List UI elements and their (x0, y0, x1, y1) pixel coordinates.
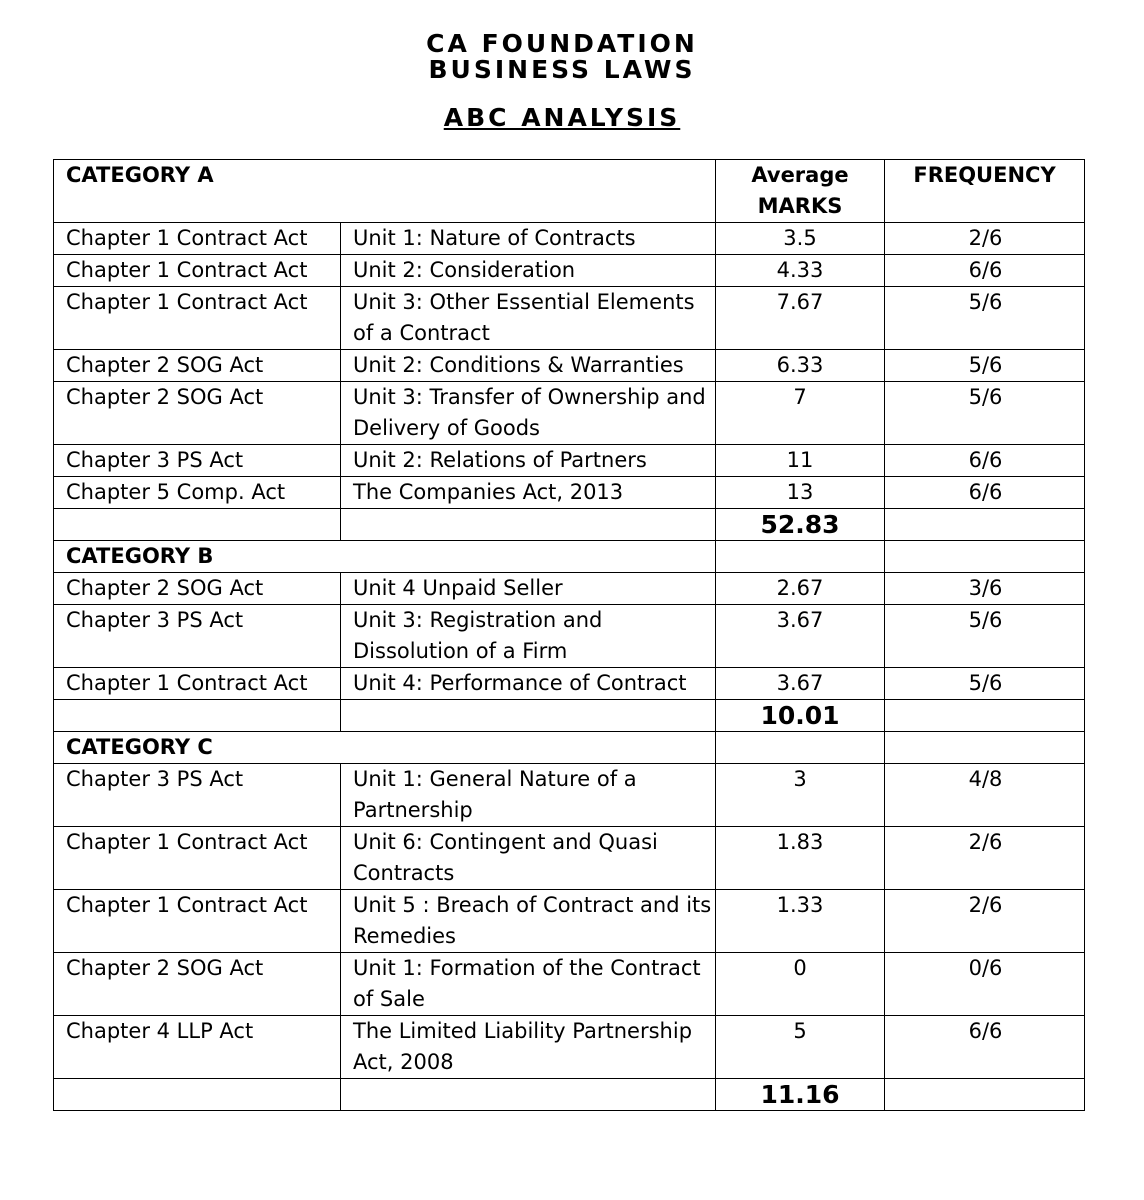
chapter-cell: Chapter 1 Contract Act (54, 255, 341, 287)
empty-cell (54, 509, 341, 541)
chapter-cell: Chapter 1 Contract Act (54, 668, 341, 700)
empty-cell (885, 541, 1085, 573)
unit-cell: Unit 2: Conditions & Warranties (341, 350, 716, 382)
unit-cell: Unit 3: Registration and Dissolution of a Firm (341, 605, 716, 668)
abc-analysis-table (53, 159, 1085, 1111)
document-subtitle: ABC ANALYSIS (443, 103, 681, 132)
unit-cell: Unit 4 Unpaid Seller (341, 573, 716, 605)
empty-cell (54, 1079, 341, 1111)
frequency-cell: 2/6 (885, 223, 1085, 255)
empty-cell (885, 1079, 1085, 1111)
table-row (54, 382, 1085, 445)
table-row (54, 287, 1085, 350)
average-marks-cell: 3.67 (716, 668, 885, 700)
average-marks-cell: 1.33 (716, 890, 885, 953)
unit-cell: The Companies Act, 2013 (341, 477, 716, 509)
chapter-cell: Chapter 3 PS Act (54, 764, 341, 827)
table-row (54, 890, 1085, 953)
chapter-cell: Chapter 2 SOG Act (54, 350, 341, 382)
average-marks-cell: 3 (716, 764, 885, 827)
column-header-frequency: FREQUENCY (885, 160, 1085, 223)
chapter-cell: Chapter 4 LLP Act (54, 1016, 341, 1079)
document-title-line-2: BUSINESS LAWS (428, 55, 696, 84)
frequency-cell: 2/6 (885, 890, 1085, 953)
table-row (54, 223, 1085, 255)
chapter-cell: Chapter 2 SOG Act (54, 953, 341, 1016)
frequency-cell: 5/6 (885, 668, 1085, 700)
category-total-row (54, 700, 1085, 732)
chapter-cell: Chapter 2 SOG Act (54, 573, 341, 605)
average-marks-cell: 7.67 (716, 287, 885, 350)
category-total-marks: 10.01 (716, 700, 885, 732)
average-marks-cell: 5 (716, 1016, 885, 1079)
average-marks-cell: 3.67 (716, 605, 885, 668)
unit-cell: Unit 6: Contingent and Quasi Contracts (341, 827, 716, 890)
marks-label: MARKS (757, 194, 843, 218)
unit-cell: Unit 5 : Breach of Contract and its Remedies (341, 890, 716, 953)
average-marks-cell: 7 (716, 382, 885, 445)
table-body (54, 160, 1085, 1111)
table-row (54, 1016, 1085, 1079)
average-label: Average (751, 163, 849, 187)
average-marks-cell: 0 (716, 953, 885, 1016)
category-name: CATEGORY B (54, 541, 716, 573)
unit-cell: Unit 3: Other Essential Elements of a Contract (341, 287, 716, 350)
table-row (54, 573, 1085, 605)
table-row (54, 605, 1085, 668)
unit-cell: Unit 1: Nature of Contracts (341, 223, 716, 255)
category-total-row (54, 1079, 1085, 1111)
chapter-cell: Chapter 3 PS Act (54, 605, 341, 668)
chapter-cell: Chapter 3 PS Act (54, 445, 341, 477)
empty-cell (341, 700, 716, 732)
frequency-cell: 0/6 (885, 953, 1085, 1016)
empty-cell (716, 732, 885, 764)
category-header-row (54, 160, 1085, 223)
column-header-average-marks (716, 160, 885, 223)
table-row (54, 477, 1085, 509)
category-name: CATEGORY C (54, 732, 716, 764)
category-header-row (54, 732, 1085, 764)
empty-cell (885, 509, 1085, 541)
chapter-cell: Chapter 1 Contract Act (54, 287, 341, 350)
average-marks-cell: 3.5 (716, 223, 885, 255)
average-marks-cell: 11 (716, 445, 885, 477)
frequency-cell: 3/6 (885, 573, 1085, 605)
unit-cell: Unit 3: Transfer of Ownership and Delivery of Goods (341, 382, 716, 445)
empty-cell (885, 732, 1085, 764)
table-row (54, 764, 1085, 827)
category-header-row (54, 541, 1085, 573)
frequency-cell: 6/6 (885, 255, 1085, 287)
frequency-cell: 5/6 (885, 350, 1085, 382)
unit-cell: Unit 2: Consideration (341, 255, 716, 287)
chapter-cell: Chapter 1 Contract Act (54, 890, 341, 953)
frequency-cell: 5/6 (885, 287, 1085, 350)
average-marks-cell: 4.33 (716, 255, 885, 287)
empty-cell (341, 1079, 716, 1111)
empty-cell (885, 700, 1085, 732)
table-row (54, 350, 1085, 382)
unit-cell: The Limited Liability Partnership Act, 2008 (341, 1016, 716, 1079)
table-row (54, 953, 1085, 1016)
chapter-cell: Chapter 1 Contract Act (54, 223, 341, 255)
unit-cell: Unit 1: Formation of the Contract of Sale (341, 953, 716, 1016)
chapter-cell: Chapter 1 Contract Act (54, 827, 341, 890)
average-marks-cell: 6.33 (716, 350, 885, 382)
frequency-cell: 5/6 (885, 605, 1085, 668)
chapter-cell: Chapter 2 SOG Act (54, 382, 341, 445)
chapter-cell: Chapter 5 Comp. Act (54, 477, 341, 509)
average-marks-cell: 1.83 (716, 827, 885, 890)
unit-cell: Unit 4: Performance of Contract (341, 668, 716, 700)
average-marks-cell: 2.67 (716, 573, 885, 605)
empty-cell (716, 541, 885, 573)
frequency-cell: 6/6 (885, 1016, 1085, 1079)
frequency-cell: 4/8 (885, 764, 1085, 827)
category-total-marks: 52.83 (716, 509, 885, 541)
frequency-cell: 6/6 (885, 477, 1085, 509)
unit-cell: Unit 2: Relations of Partners (341, 445, 716, 477)
category-total-marks: 11.16 (716, 1079, 885, 1111)
table-row (54, 668, 1085, 700)
empty-cell (54, 700, 341, 732)
document-title-line-1: CA FOUNDATION (426, 29, 698, 58)
table-row (54, 445, 1085, 477)
category-name: CATEGORY A (54, 160, 716, 223)
category-total-row (54, 509, 1085, 541)
unit-cell: Unit 1: General Nature of a Partnership (341, 764, 716, 827)
frequency-cell: 5/6 (885, 382, 1085, 445)
table-row (54, 255, 1085, 287)
average-marks-cell: 13 (716, 477, 885, 509)
table-row (54, 827, 1085, 890)
empty-cell (341, 509, 716, 541)
frequency-cell: 2/6 (885, 827, 1085, 890)
frequency-cell: 6/6 (885, 445, 1085, 477)
